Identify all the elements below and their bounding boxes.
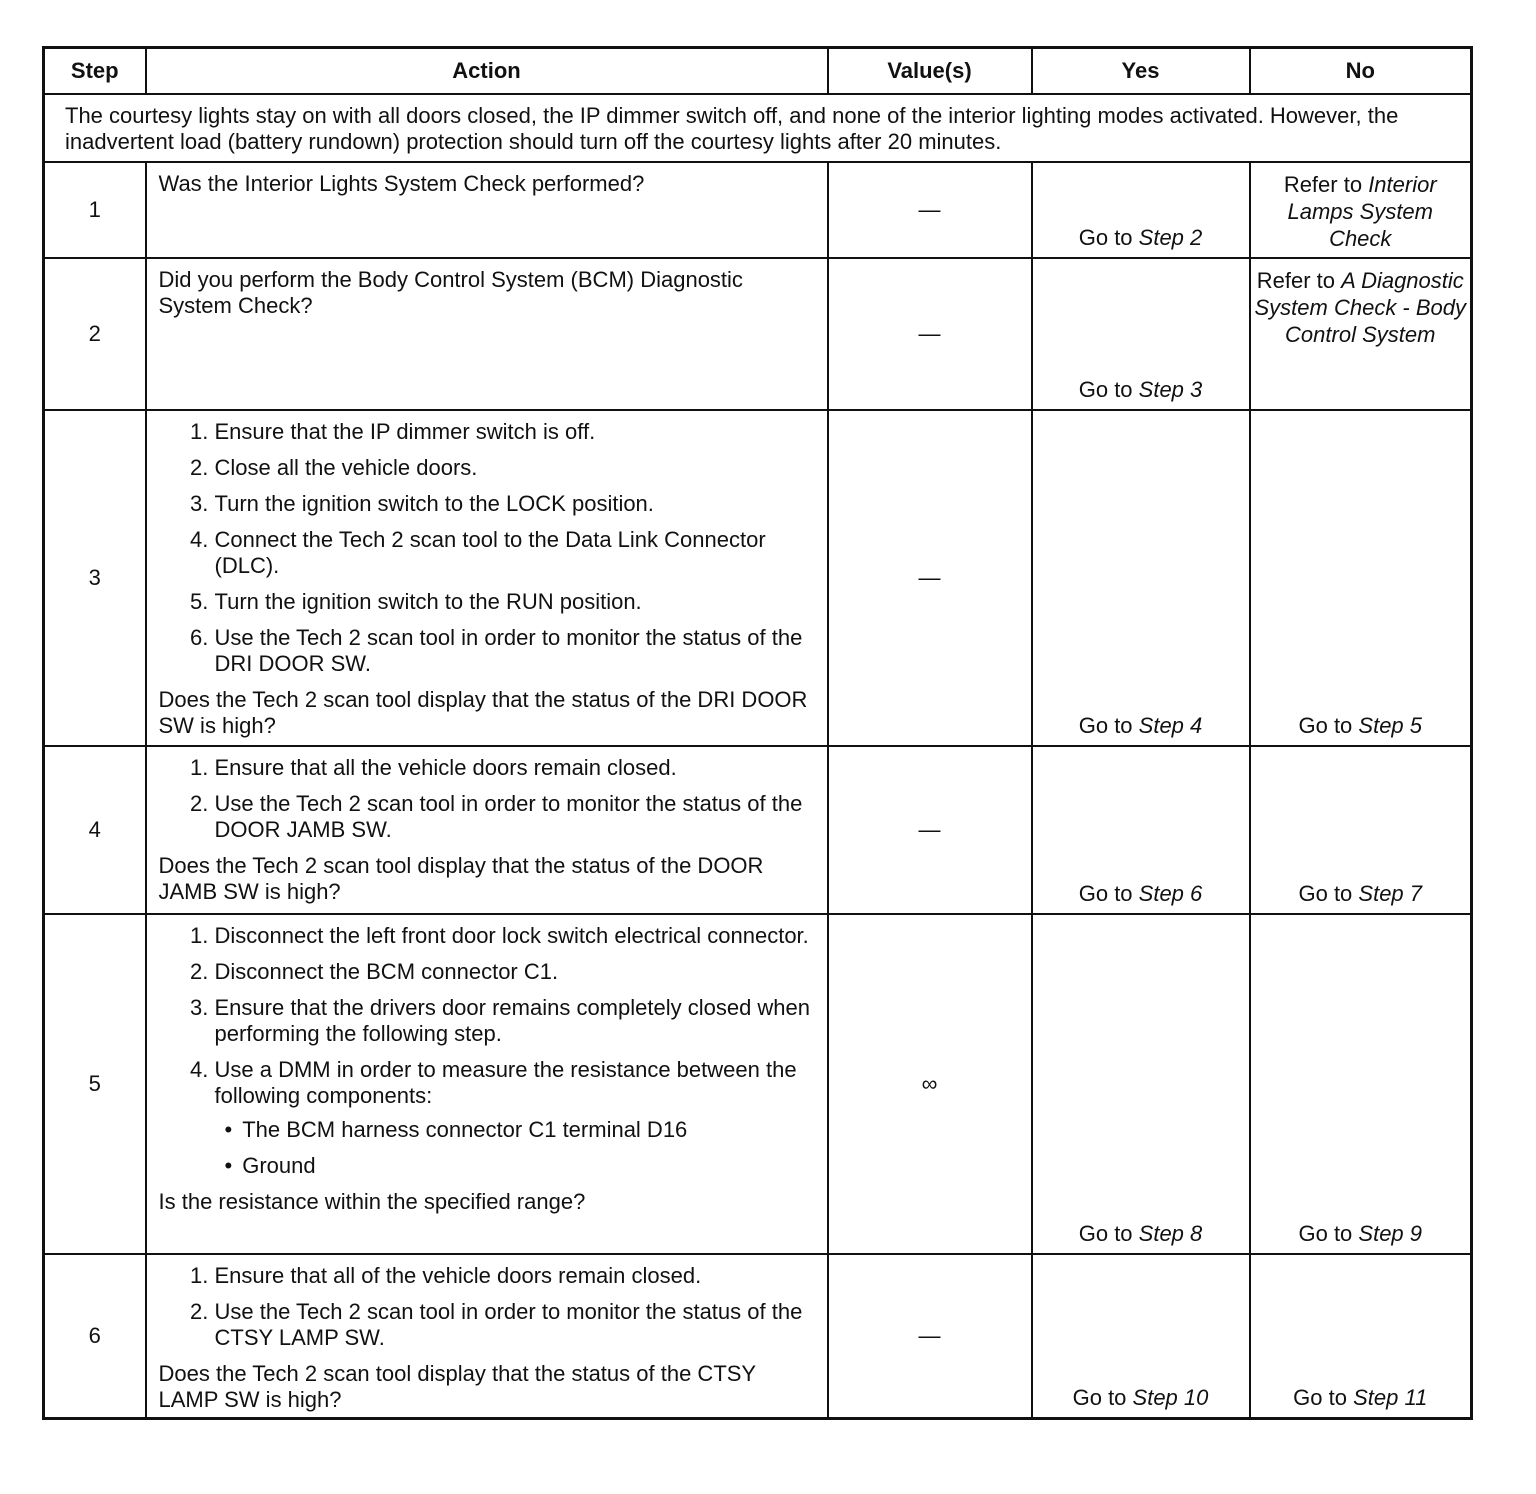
goto-prefix: Go to <box>1078 881 1139 906</box>
question-text: Does the Tech 2 scan tool display that the status of the CTSY LAMP SW is high? <box>158 1361 756 1412</box>
header-row <box>44 48 1472 95</box>
table-row <box>44 746 1472 914</box>
yes-cell <box>1032 162 1250 258</box>
list-item: 3. Turn the ignition switch to the LOCK position. <box>215 491 815 517</box>
yes-cell <box>1032 258 1250 410</box>
step-number: 1 <box>44 162 146 258</box>
yes-cell <box>1032 410 1250 746</box>
list-item: 1. Ensure that all of the vehicle doors remain closed. <box>215 1263 815 1289</box>
no-cell <box>1250 162 1472 258</box>
intro-text: The courtesy lights stay on with all doors closed, the IP dimmer switch off, and none of the interior lighting modes activated. However, the inadvertent load (battery rundown) protection should turn off the courtesy lights after 20 minutes. <box>44 94 1472 162</box>
bullet-item: • Ground <box>225 1153 815 1179</box>
no-target-link[interactable]: Step 5 <box>1358 713 1423 738</box>
yes-target-link[interactable]: Step 6 <box>1138 881 1203 906</box>
list-item: 5. Turn the ignition switch to the RUN position. <box>215 589 815 615</box>
goto-prefix: Go to <box>1072 1385 1133 1410</box>
goto-prefix: Go to <box>1298 1221 1359 1246</box>
list-item: 6. Use the Tech 2 scan tool in order to monitor the status of the DRI DOOR SW. <box>215 625 815 677</box>
no-target-link[interactable]: A Diagnostic System Check - Body Control System <box>1254 268 1467 347</box>
step-number: 6 <box>44 1254 146 1419</box>
no-cell <box>1250 1254 1472 1419</box>
list-item <box>215 1057 815 1179</box>
list-item: 1. Ensure that all the vehicle doors remain closed. <box>215 755 815 781</box>
step-number: 2 <box>44 258 146 410</box>
goto-prefix: Go to <box>1078 225 1139 250</box>
question-text: Does the Tech 2 scan tool display that the status of the DRI DOOR SW is high? <box>158 687 808 738</box>
list-item: 2. Close all the vehicle doors. <box>215 455 815 481</box>
no-target-link[interactable]: Step 11 <box>1353 1385 1428 1410</box>
question-text: Is the resistance within the specified range? <box>158 1189 586 1214</box>
list-item-text: Use a DMM in order to measure the resistance between the following components: <box>214 1057 797 1108</box>
step-number: 5 <box>44 914 146 1254</box>
table-row <box>44 914 1472 1254</box>
intro-row <box>44 94 1472 162</box>
action-list <box>159 419 815 677</box>
value-cell: ∞ <box>828 914 1032 1254</box>
header-action: Action <box>146 48 828 95</box>
list-item: 2. Use the Tech 2 scan tool in order to monitor the status of the DOOR JAMB SW. <box>215 791 815 843</box>
yes-target-link[interactable]: Step 8 <box>1138 1221 1203 1246</box>
no-target-link[interactable]: Interior Lamps System Check <box>1287 172 1437 251</box>
action-list <box>159 923 815 1179</box>
bullet-list <box>215 1117 815 1179</box>
no-cell <box>1250 746 1472 914</box>
refer-prefix: Refer to <box>1283 172 1369 197</box>
value-cell: — <box>828 1254 1032 1419</box>
value-cell: — <box>828 410 1032 746</box>
no-cell <box>1250 410 1472 746</box>
list-item: 1. Ensure that the IP dimmer switch is off. <box>215 419 815 445</box>
list-item: 1. Disconnect the left front door lock switch electrical connector. <box>215 923 815 949</box>
table-row <box>44 1254 1472 1419</box>
yes-target-link[interactable]: Step 10 <box>1132 1385 1209 1410</box>
list-item: 2. Disconnect the BCM connector C1. <box>215 959 815 985</box>
question-text: Was the Interior Lights System Check performed? <box>158 171 645 196</box>
yes-cell <box>1032 746 1250 914</box>
yes-cell <box>1032 914 1250 1254</box>
action-list <box>159 1263 815 1351</box>
no-target-link[interactable]: Step 9 <box>1358 1221 1423 1246</box>
goto-prefix: Go to <box>1078 377 1139 402</box>
header-values: Value(s) <box>828 48 1032 95</box>
value-cell: — <box>828 258 1032 410</box>
yes-target-link[interactable]: Step 4 <box>1138 713 1203 738</box>
list-item: 4. Connect the Tech 2 scan tool to the Data Link Connector (DLC). <box>215 527 815 579</box>
header-yes: Yes <box>1032 48 1250 95</box>
list-item: 3. Ensure that the drivers door remains completely closed when performing the following step. <box>215 995 815 1047</box>
goto-prefix: Go to <box>1298 713 1359 738</box>
action-list <box>159 755 815 843</box>
header-step: Step <box>44 48 146 95</box>
bullet-item: • The BCM harness connector C1 terminal D16 <box>225 1117 815 1143</box>
question-text: Does the Tech 2 scan tool display that the status of the DOOR JAMB SW is high? <box>158 853 764 904</box>
no-cell <box>1250 258 1472 410</box>
yes-cell <box>1032 1254 1250 1419</box>
value-cell: — <box>828 162 1032 258</box>
step-number: 4 <box>44 746 146 914</box>
header-no: No <box>1250 48 1472 95</box>
goto-prefix: Go to <box>1078 713 1139 738</box>
refer-prefix: Refer to <box>1256 268 1342 293</box>
table-row <box>44 258 1472 410</box>
table-row <box>44 410 1472 746</box>
no-cell <box>1250 914 1472 1254</box>
diagnostic-table <box>42 46 1473 1420</box>
no-target-link[interactable]: Step 7 <box>1358 881 1423 906</box>
goto-prefix: Go to <box>1293 1385 1354 1410</box>
question-text: Did you perform the Body Control System (BCM) Diagnostic System Check? <box>158 267 743 318</box>
yes-target-link[interactable]: Step 3 <box>1138 377 1203 402</box>
value-cell: — <box>828 746 1032 914</box>
table-row <box>44 162 1472 258</box>
goto-prefix: Go to <box>1298 881 1359 906</box>
goto-prefix: Go to <box>1078 1221 1139 1246</box>
list-item: 2. Use the Tech 2 scan tool in order to monitor the status of the CTSY LAMP SW. <box>215 1299 815 1351</box>
yes-target-link[interactable]: Step 2 <box>1138 225 1203 250</box>
step-number: 3 <box>44 410 146 746</box>
